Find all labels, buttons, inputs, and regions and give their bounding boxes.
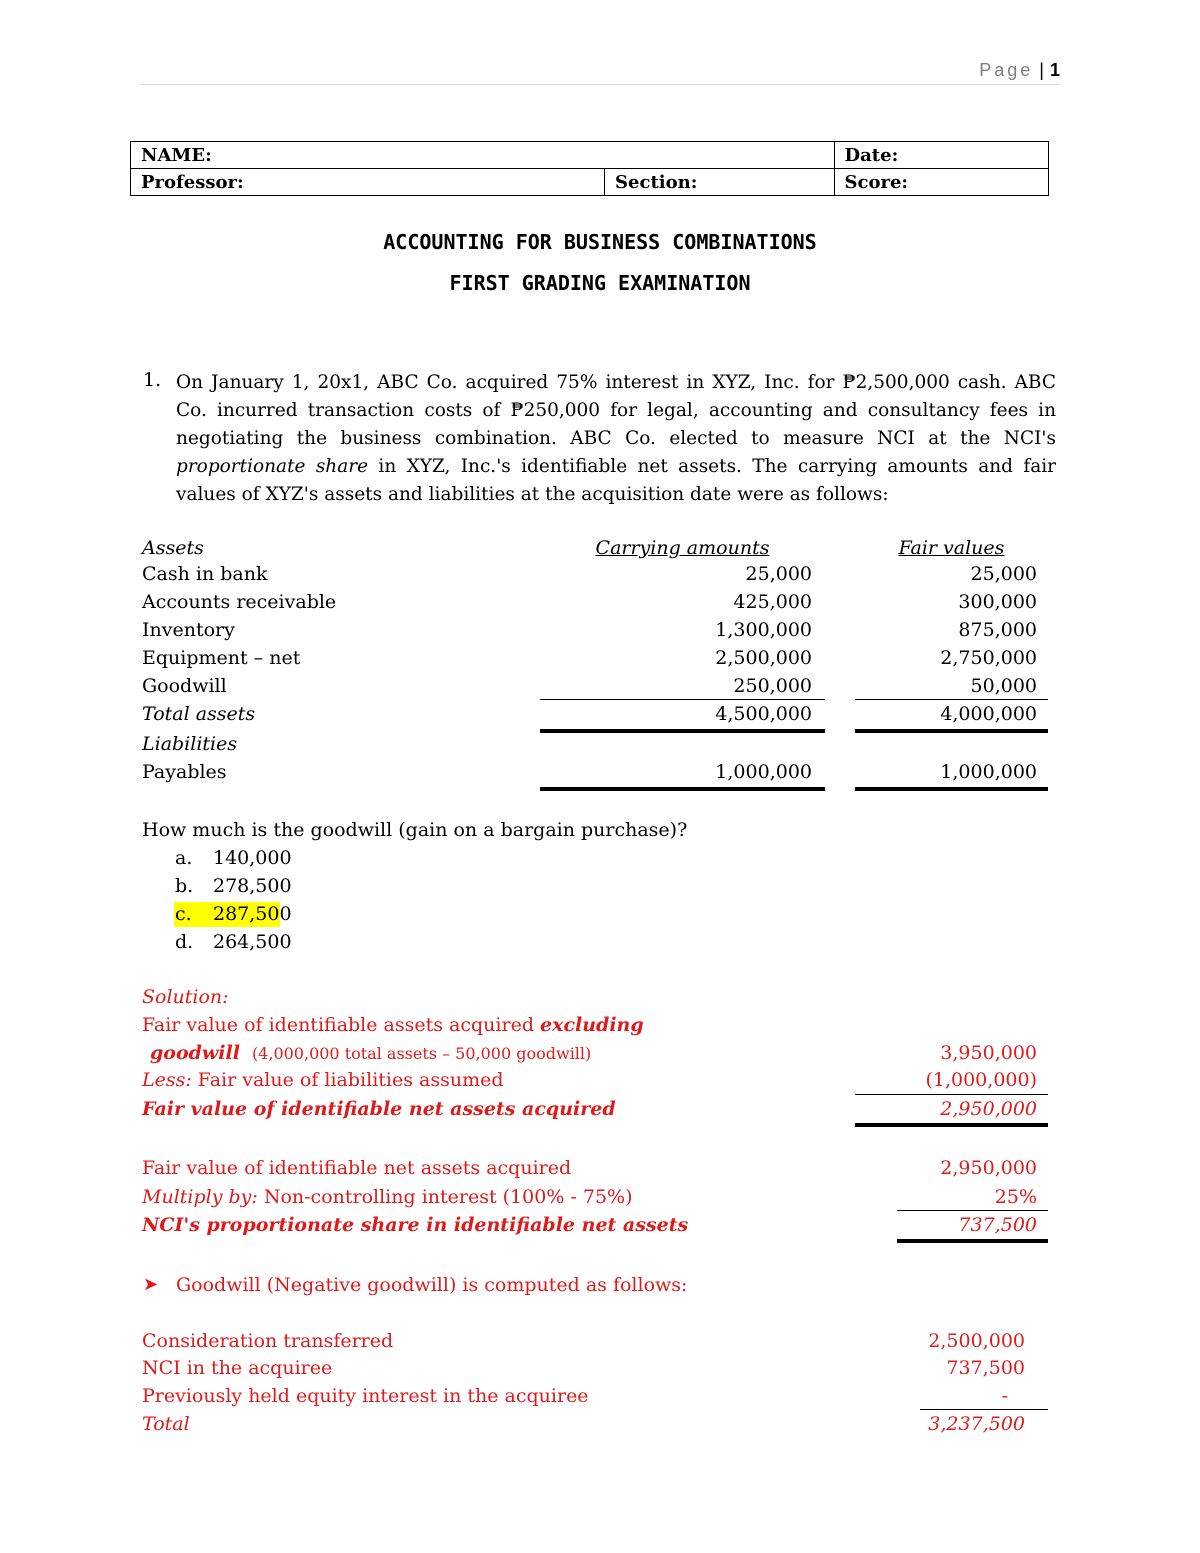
- total-double-rule: [540, 729, 825, 733]
- table-row-label: Equipment – net: [142, 647, 301, 669]
- payables-label: Payables: [142, 761, 227, 783]
- total-assets-fair: 4,000,000: [940, 703, 1037, 725]
- fv-assets-value: 3,950,000: [940, 1042, 1037, 1064]
- total-double-rule: [855, 1123, 1048, 1127]
- table-row-label: Accounts receivable: [142, 591, 337, 613]
- subtotal-rule: [540, 699, 825, 700]
- arrow-bullet-icon: ➤: [143, 1274, 159, 1295]
- total-double-rule: [855, 787, 1048, 791]
- payables-fair: 1,000,000: [940, 761, 1037, 783]
- net-assets-label: Fair value of identifiable net assets acquired: [142, 1098, 616, 1120]
- goodwill-row-value: 737,500: [946, 1357, 1025, 1379]
- choice-letter: d.: [175, 931, 194, 953]
- nci-base-value: 2,950,000: [940, 1157, 1037, 1179]
- multiply-label: Multiply by: Non-controlling interest (100% - 75%): [142, 1186, 633, 1208]
- date-field: Date:: [834, 142, 1048, 169]
- table-row-carrying: 425,000: [733, 591, 812, 613]
- header-rule: [140, 84, 1060, 85]
- table-row-fair: 875,000: [958, 619, 1037, 641]
- less-liabilities-label: Less: Fair value of liabilities assumed: [142, 1069, 504, 1091]
- subtotal-rule: [855, 699, 1048, 700]
- table-row-fair: 25,000: [970, 563, 1037, 585]
- page-number: 1: [1049, 60, 1060, 80]
- fv-assets-label-cont: goodwill (4,000,000 total assets – 50,000 goodwill): [150, 1042, 592, 1064]
- goodwill-total-value: 3,237,500: [928, 1413, 1025, 1435]
- table-row-carrying: 1,300,000: [715, 619, 812, 641]
- solution-heading: Solution:: [142, 986, 229, 1008]
- choice-letter: a.: [175, 847, 193, 869]
- choice-value: 140,000: [213, 847, 292, 869]
- carrying-amounts-header: Carrying amounts: [595, 537, 770, 559]
- fv-assets-label: Fair value of identifiable assets acquired excluding: [142, 1014, 644, 1036]
- net-assets-value: 2,950,000: [940, 1098, 1037, 1120]
- multiply-value: 25%: [994, 1186, 1037, 1208]
- subtotal-rule: [920, 1409, 1048, 1410]
- subtotal-rule: [897, 1210, 1048, 1211]
- goodwill-row-label: NCI in the acquiree: [142, 1357, 333, 1379]
- page-header: Page | 1: [979, 60, 1060, 80]
- question-text: On January 1, 20x1, ABC Co. acquired 75% interest in XYZ, Inc. for ₱2,500,000 cash. ABC Co. incurred transaction costs of ₱250,000 for legal, accounting and consultancy fees in negotiating the business combination. ABC Co. elected to measure NCI at the NCI's proportionate share in XYZ, Inc.'s identifiable net assets. The carrying amounts and fair values of XYZ's assets and liabilities at the acquisition date were as follows:: [176, 372, 1056, 505]
- page-label: Page: [979, 60, 1034, 80]
- table-row-label: Goodwill: [142, 675, 227, 697]
- subtotal-rule: [855, 1094, 1048, 1095]
- nci-share-value: 737,500: [958, 1214, 1037, 1236]
- choice-value: 278,500: [213, 875, 292, 897]
- total-assets-label: Total assets: [142, 703, 256, 725]
- exam-subtitle: FIRST GRADING EXAMINATION: [449, 271, 751, 295]
- table-row-label: Cash in bank: [142, 563, 268, 585]
- nci-share-label: NCI's proportionate share in identifiable net assets: [142, 1214, 689, 1236]
- question-number: 1.: [143, 369, 162, 391]
- total-double-rule: [855, 729, 1048, 733]
- question-prompt: How much is the goodwill (gain on a bargain purchase)?: [142, 819, 688, 841]
- goodwill-row-label: Previously held equity interest in the acquiree: [142, 1385, 589, 1407]
- total-assets-carrying: 4,500,000: [715, 703, 812, 725]
- table-row-fair: 2,750,000: [940, 647, 1037, 669]
- fair-values-header: Fair values: [898, 537, 1005, 559]
- student-info-table: [130, 141, 1049, 196]
- nci-base-label: Fair value of identifiable net assets acquired: [142, 1157, 572, 1179]
- goodwill-row-value: 2,500,000: [928, 1330, 1025, 1352]
- goodwill-heading: Goodwill (Negative goodwill) is computed as follows:: [176, 1274, 688, 1296]
- table-row-carrying: 250,000: [733, 675, 812, 697]
- name-field: NAME:: [131, 142, 835, 169]
- choice-letter-correct: c.: [175, 903, 192, 925]
- table-row-label: Inventory: [142, 619, 235, 641]
- less-liabilities-value: (1,000,000): [925, 1069, 1037, 1091]
- table-row-fair: 50,000: [970, 675, 1037, 697]
- choice-value: 264,500: [213, 931, 292, 953]
- choice-letter: b.: [175, 875, 194, 897]
- total-double-rule: [897, 1239, 1048, 1243]
- table-row-carrying: 25,000: [745, 563, 812, 585]
- assets-header: Assets: [142, 537, 204, 559]
- exam-title: ACCOUNTING FOR BUSINESS COMBINATIONS: [383, 230, 817, 254]
- table-row-fair: 300,000: [958, 591, 1037, 613]
- choice-value-correct: 287,500: [213, 903, 292, 925]
- professor-field: Professor:: [131, 169, 605, 196]
- goodwill-row-value: -: [1001, 1385, 1009, 1407]
- liabilities-header: Liabilities: [142, 733, 238, 755]
- total-double-rule: [540, 787, 825, 791]
- score-field: Score:: [834, 169, 1048, 196]
- section-field: Section:: [605, 169, 835, 196]
- goodwill-row-label: Consideration transferred: [142, 1330, 394, 1352]
- table-row-carrying: 2,500,000: [715, 647, 812, 669]
- payables-carrying: 1,000,000: [715, 761, 812, 783]
- goodwill-total-label: Total: [142, 1413, 190, 1435]
